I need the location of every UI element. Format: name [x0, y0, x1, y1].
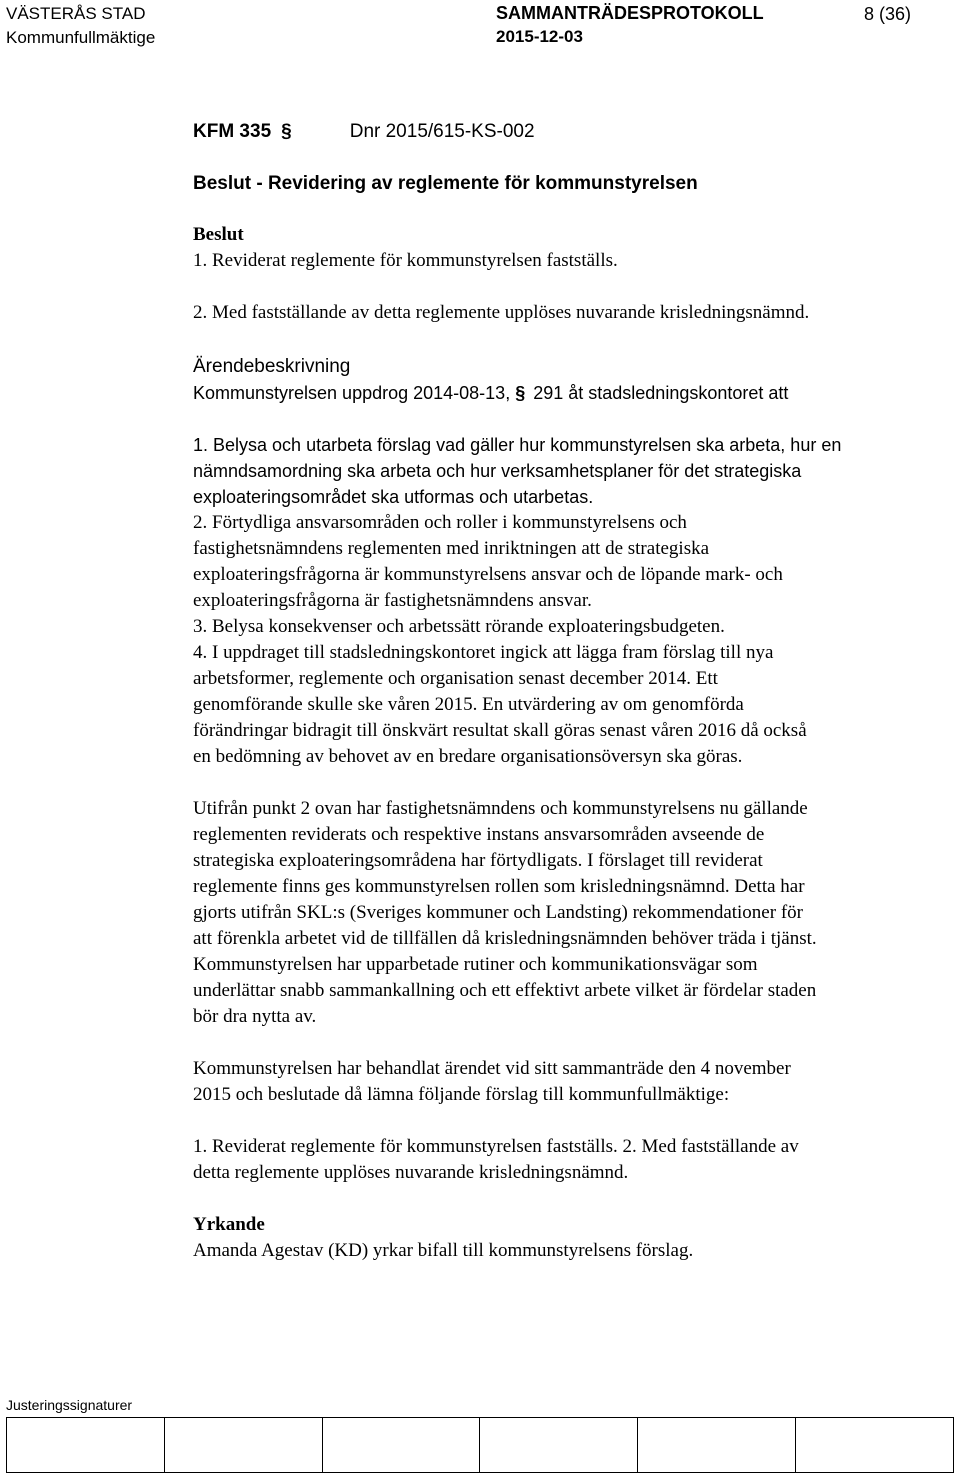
revision-paragraph: Utifrån punkt 2 ovan har fastighetsnämndens och kommunstyrelsens nu gällande reglementen reviderats och respektive instans ansvarsområden avseende de strategiska exploateringsområdena har förtydligats. I förslaget till reviderat reglemente finns ges kommunstyrelsen rollen som krisledningsnämnd. Detta har gjorts utifrån SKL:s (Sveriges kommuner och Landsting) rekommendationer för att förenkla arbetet vid de tillfällen då krisledningsnämnden behöver träda i tjänst. Kommunstyrelsen har upparbetade rutiner och kommunikationsvägar som underlättar snabb sammankallning och ett effektivt arbete vilket är fördelar staden bör dra nytta av. — [193, 798, 817, 1027]
decision-heading: Beslut — [193, 224, 244, 245]
description-intro: Kommunstyrelsen uppdrog 2014-08-13, § 291 åt stadsledningskontoret att — [193, 380, 943, 406]
task-3: 3. Belysa konsekvenser och arbetssätt rörande exploateringsbudgeten. — [193, 616, 725, 637]
motion-text: Amanda Agestav (KD) yrkar bifall till kommunstyrelsens förslag. — [193, 1240, 694, 1261]
document-type: SAMMANTRÄDESPROTOKOLL — [496, 3, 764, 23]
task-4-line: förändringar bidragit till önskvärt resultat skall göras senast våren 2016 då också — [193, 720, 807, 741]
task-2-line: exploateringsfrågorna är kommunstyrelsens ansvar och de löpande mark- och — [193, 564, 783, 585]
motion-section — [193, 1212, 943, 1264]
page-number: 8 (36) — [864, 4, 912, 24]
signature-box[interactable] — [796, 1418, 953, 1472]
decision-item-2: 2. Med fastställande av detta reglemente upplöses nuvarande krisledningsnämnd. — [193, 302, 810, 323]
task-2-line: exploateringsfrågorna är fastighetsnämndens ansvar. — [193, 590, 592, 611]
signature-box[interactable] — [7, 1418, 165, 1472]
task-2-line: fastighetsnämndens reglementen med inriktningen att de strategiska — [193, 538, 710, 559]
case-dnr: Dnr 2015/615-KS-002 — [349, 121, 535, 142]
decision-item-1: 1. Reviderat reglemente för kommunstyrelsen fastställs. — [193, 250, 618, 271]
motion-heading: Yrkande — [193, 1214, 265, 1235]
body-name: Kommunfullmäktige — [6, 28, 156, 47]
task-1-line: 1. Belysa och utarbeta förslag vad gäller hur kommunstyrelsen ska arbeta, hur en — [193, 435, 842, 455]
signature-box[interactable] — [480, 1418, 638, 1472]
task-4-line: 4. I uppdraget till stadsledningskontoret ingick att lägga fram förslag till nya — [193, 642, 774, 663]
meeting-date: 2015-12-03 — [496, 27, 583, 46]
proposal-paragraph: 1. Reviderat reglemente för kommunstyrelsen fastställs. 2. Med fastställande av detta reglemente upplöses nuvarande krisledningsnämnd. — [193, 1136, 799, 1183]
task-2-line: 2. Förtydliga ansvarsområden och roller i kommunstyrelsens och — [193, 512, 687, 533]
task-4-line: arbetsformer, reglemente och organisation senast december 2014. Ett — [193, 668, 718, 689]
task-1-line: nämndsamordning ska arbeta och hur verksamhetsplaner för det strategiska — [193, 461, 802, 481]
signature-box[interactable] — [323, 1418, 481, 1472]
description-section — [193, 354, 943, 406]
signature-box[interactable] — [165, 1418, 323, 1472]
task-2 — [193, 510, 943, 770]
signature-box[interactable] — [638, 1418, 796, 1472]
task-1-line: exploateringsområdet ska utformas och utarbetas. — [193, 487, 594, 507]
case-heading — [193, 121, 535, 143]
case-title: Beslut - Revidering av reglemente för kommunstyrelsen — [193, 173, 698, 194]
org-name: VÄSTERÅS STAD — [6, 4, 146, 23]
section-sign-icon: § — [515, 383, 526, 403]
decision-section — [193, 222, 943, 326]
task-4-line: genomförande skulle ske våren 2015. En utvärdering av om genomförda — [193, 694, 744, 715]
task-4-line: en bedömning av behovet av en bredare organisationsöversyn ska göras. — [193, 746, 743, 767]
task-1 — [193, 432, 943, 510]
description-heading: Ärendebeskrivning — [193, 356, 351, 377]
signature-boxes — [6, 1417, 954, 1473]
signatures-label: Justeringssignaturer — [6, 1397, 133, 1413]
case-number: KFM 335 — [193, 121, 272, 142]
section-sign-icon: § — [281, 121, 292, 142]
ks-paragraph: Kommunstyrelsen har behandlat ärendet vid sitt sammanträde den 4 november 2015 och beslutade då lämna följande förslag till kommunfullmäktige: — [193, 1058, 791, 1105]
